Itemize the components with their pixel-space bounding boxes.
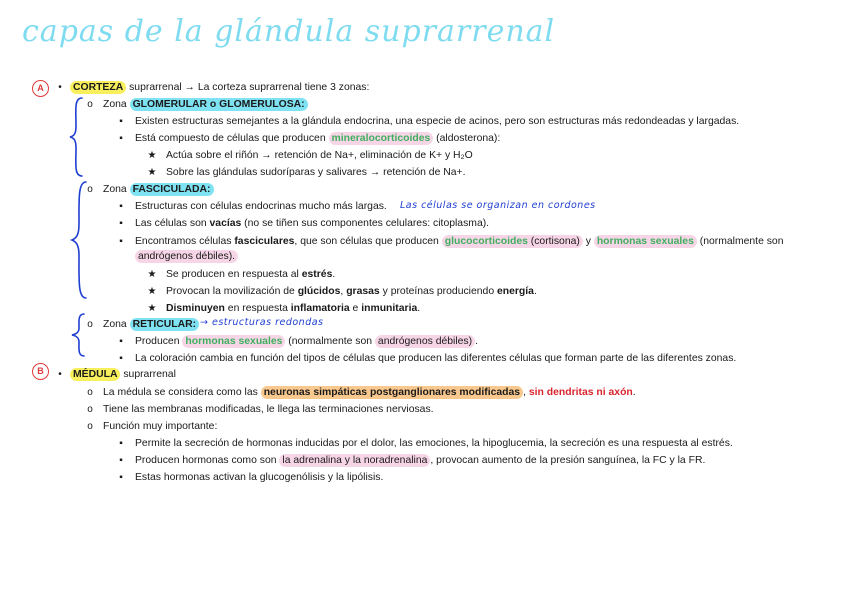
text-fragment: y proteínas produciendo [379, 286, 497, 297]
bullet-square: ▪ [119, 236, 123, 247]
reticular-pre: Zona [103, 319, 130, 330]
highlight-hormonas-sexuales: hormonas sexuales [182, 335, 285, 348]
fasciculada-sub-2 [166, 285, 537, 299]
page-title: capas de la glándula suprarrenal [22, 14, 556, 49]
text-fragment: estrés [301, 269, 333, 280]
fasciculada-line-3 [135, 235, 784, 249]
medula-sub-3: Estas hormonas activan la glucogenólisis y la lipólisis. [135, 472, 384, 483]
medula-rest: suprarrenal [120, 369, 176, 380]
highlight-hormonas-sexuales: hormonas sexuales [594, 235, 697, 248]
text-fragment: . [332, 269, 336, 280]
text-fragment: . [632, 387, 636, 398]
bullet-circle: o [87, 387, 93, 398]
glomerular-heading [103, 98, 308, 112]
medula-label: MÉDULA [70, 368, 120, 381]
fasciculada-heading [103, 183, 214, 197]
medula-sub-2 [135, 454, 705, 468]
text-fragment: grasas [346, 286, 380, 297]
highlight-androgenos: andrógenos débiles). [135, 250, 238, 263]
text-fragment: , que son células que producen [294, 236, 442, 247]
text-fragment: Se producen en respuesta al [166, 269, 302, 280]
text-fragment: Provocan la movilización de [166, 286, 298, 297]
bullet-circle: o [87, 404, 93, 415]
glomerular-line-2 [135, 132, 500, 146]
highlight-mineralocorticoides: mineralocorticoides [329, 132, 434, 145]
bullet-disc: • [58, 369, 62, 380]
glomerular-pre: Zona [103, 99, 130, 110]
text-fragment: . [475, 336, 478, 347]
text-fragment: Producen [135, 336, 183, 347]
text-fragment: glucocorticoides [444, 236, 528, 247]
glomerular-sub-1: Actúa sobre el riñón → retención de Na+, eliminación de K+ y H₂O [166, 150, 473, 161]
highlight-androgenos: andrógenos débiles) [375, 335, 475, 348]
bullet-circle: o [87, 421, 93, 432]
text-fragment: , [340, 286, 347, 297]
medula-sub-1: Permite la secreción de hormonas inducidas por el dolor, las emociones, la hipoglucemia, la secreción es una respuesta al estrés. [135, 438, 733, 449]
reticular-heading [103, 318, 199, 332]
medula-line-3: Función muy importante: [103, 421, 218, 432]
medula-line-2: Tiene las membranas modificadas, le llega las terminaciones nerviosas. [103, 404, 434, 415]
fasciculada-line-1: Estructuras con células endocrinas mucho más largas. [135, 201, 387, 212]
bullet-square: ▪ [119, 455, 123, 466]
text-fragment: , provocan aumento de la presión sanguínea, la FC y la FR. [430, 455, 706, 466]
bullet-square: ▪ [119, 336, 123, 347]
text-fragment: e [349, 303, 362, 314]
glomerular-label: GLOMERULAR o GLOMERULOSA: [130, 98, 308, 111]
bullet-square: ▪ [119, 218, 123, 229]
fasciculada-label: FASCICULADA: [130, 183, 214, 196]
marker-b: B [32, 363, 49, 380]
glomerular-line-1: Existen estructuras semejantes a la glándula endocrina, una especie de acinos, pero son estructuras más redondeadas y largadas. [135, 116, 740, 127]
fasciculada-sub-1 [166, 268, 335, 282]
text-fragment: La médula se considera como las [103, 387, 261, 398]
text-fragment: y [582, 236, 594, 247]
bullet-star: ★ [147, 286, 157, 297]
marker-a: A [32, 80, 49, 97]
text-fragment: Disminuyen [166, 303, 225, 314]
corteza-heading [70, 81, 369, 95]
bullet-star: ★ [147, 303, 157, 314]
bullet-disc: • [58, 82, 62, 93]
text-fragment: glúcidos [297, 286, 341, 297]
highlight-neuronas: neuronas simpáticas postganglionares modificadas [261, 386, 523, 399]
text-fragment: (aldosterona): [433, 133, 501, 144]
bullet-circle: o [87, 99, 93, 110]
bullet-circle: o [87, 319, 93, 330]
text-fragment: en respuesta [224, 303, 291, 314]
text-fragment: (normalmente son [696, 236, 784, 247]
corteza-rest: suprarrenal → La corteza suprarrenal tiene 3 zonas: [126, 82, 370, 93]
fasciculada-line-3b [135, 250, 238, 264]
text-fragment: sin dendritas ni axón [528, 387, 633, 398]
text-fragment: fasciculares [234, 236, 295, 247]
text-fragment: energía [496, 286, 534, 297]
text-fragment: , [523, 387, 529, 398]
text-fragment: (cortisona) [527, 236, 580, 247]
fasciculada-pre: Zona [103, 184, 130, 195]
bullet-star: ★ [147, 150, 157, 161]
bullet-square: ▪ [119, 353, 123, 364]
text-fragment: inflamatoria [290, 303, 350, 314]
bullet-square: ▪ [119, 201, 123, 212]
fasciculada-sub-3 [166, 302, 420, 316]
text-fragment: Está compuesto de células que producen [135, 133, 329, 144]
highlight-glucocorticoides [442, 235, 583, 248]
reticular-label: RETICULAR: [130, 318, 200, 331]
bullet-star: ★ [147, 269, 157, 280]
text-fragment: vacías [209, 218, 242, 229]
bullet-square: ▪ [119, 116, 123, 127]
text-fragment: . [417, 303, 421, 314]
bullet-square: ▪ [119, 472, 123, 483]
text-fragment: . [533, 286, 537, 297]
bullet-star: ★ [147, 167, 157, 178]
text-fragment: Encontramos células [135, 236, 235, 247]
bullet-circle: o [87, 184, 93, 195]
handwritten-note-cordones: Las células se organizan en cordones [400, 200, 596, 211]
fasciculada-line-2 [135, 217, 489, 231]
corteza-label: CORTEZA [70, 81, 126, 94]
reticular-line-2: La coloración cambia en función del tipos de células que producen las diferentes células que forman parte de las diferentes zonas. [135, 353, 737, 364]
brace-glomerular [70, 96, 84, 178]
bullet-square: ▪ [119, 438, 123, 449]
highlight-adrenalina: la adrenalina y la noradrenalina [279, 454, 430, 467]
text-fragment: Las células son [135, 218, 210, 229]
medula-heading [70, 368, 176, 382]
text-fragment: (normalmente son [285, 336, 375, 347]
handwritten-note-redondas: → estructuras redondas [200, 317, 324, 328]
reticular-line-1 [135, 335, 478, 349]
text-fragment: (no se tiñen sus componentes celulares: citoplasma). [241, 218, 490, 229]
bullet-square: ▪ [119, 133, 123, 144]
text-fragment: Producen hormonas como son [135, 455, 280, 466]
medula-line-1 [103, 386, 636, 400]
brace-fasciculada [72, 180, 88, 300]
text-fragment: inmunitaria [361, 303, 418, 314]
glomerular-sub-2: Sobre las glándulas sudoríparas y salivares → retención de Na+. [166, 167, 466, 178]
